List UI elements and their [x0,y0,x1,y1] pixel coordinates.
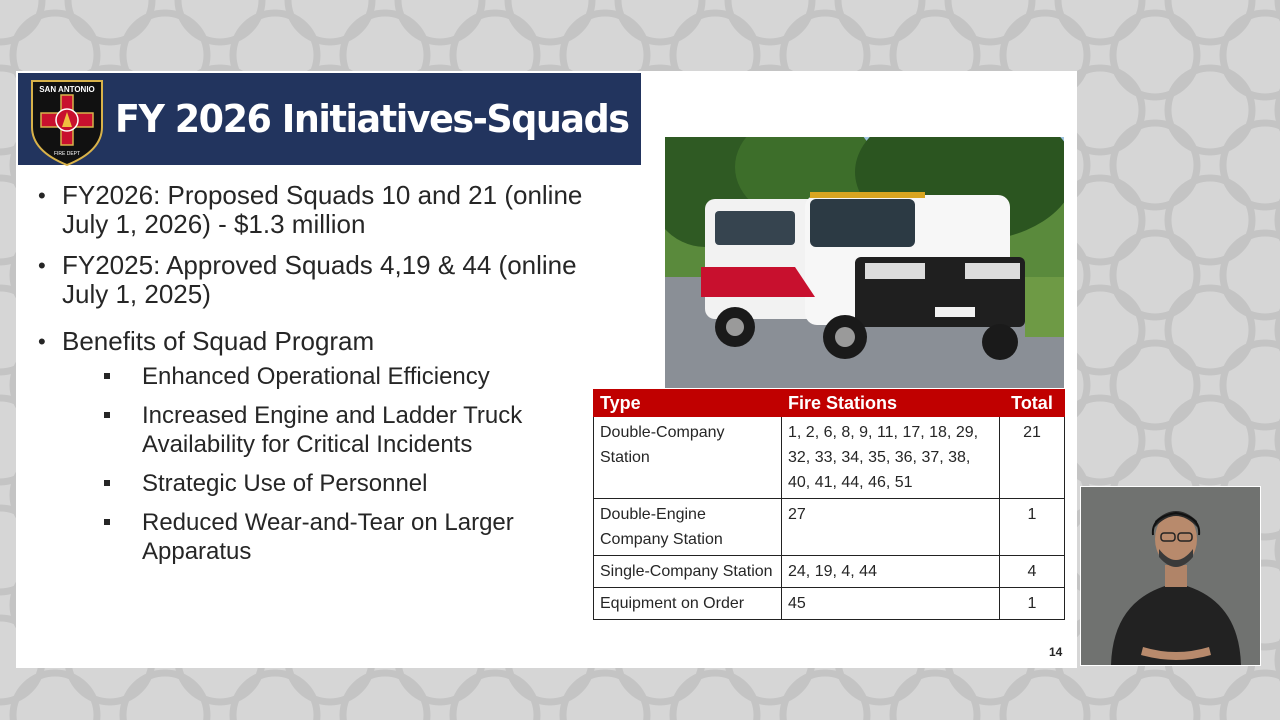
column-header-fire-stations: Fire Stations [782,390,1000,417]
type-cell: Double-Company Station [594,417,782,499]
benefit-text: Reduced Wear-and-Tear on Larger Apparatus [142,509,514,565]
svg-text:SAN ANTONIO: SAN ANTONIO [39,85,95,94]
stations-cell: 24, 19, 4, 44 [782,556,1000,588]
bullet-item [36,251,596,309]
type-cell: Double-Engine Company Station [594,499,782,556]
stations-cell: 45 [782,588,1000,620]
bullet-dot-icon: • [38,183,46,208]
fire-department-logo [28,75,106,167]
bullet-text: FY2026: Proposed Squads 10 and 21 (online July 1, 2026) - $1.3 million [62,180,583,239]
stations-cell: 27 [782,499,1000,556]
page-number: 14 [1049,645,1063,659]
presentation-slide [16,71,1077,668]
sign-language-interpreter-video [1080,486,1261,666]
table-row [594,588,1065,620]
benefit-text: Increased Engine and Ladder Truck Availability for Critical Incidents [142,402,523,458]
square-bullet-icon [104,412,110,418]
svg-text:FIRE DEPT: FIRE DEPT [53,151,81,157]
total-cell: 1 [1000,499,1065,556]
squad-truck-photo [665,137,1064,388]
benefit-item [62,508,596,566]
bullet-text: FY2025: Approved Squads 4,19 & 44 (online July 1, 2025) [62,250,577,309]
square-bullet-icon [104,519,110,525]
benefit-item [62,469,596,498]
table-row [594,417,1065,499]
fire-stations-table [593,389,1065,620]
slide-title: FY 2026 Initiatives-Squads [115,97,629,141]
square-bullet-icon [104,480,110,486]
title-bar [18,73,641,165]
total-cell: 21 [1000,417,1065,499]
stations-cell: 1, 2, 6, 8, 9, 11, 17, 18, 29, 32, 33, 34, 35, 36, 37, 38, 40, 41, 44, 46, 51 [782,417,1000,499]
column-header-total: Total [1000,390,1065,417]
benefit-text: Enhanced Operational Efficiency [142,363,490,390]
total-cell: 1 [1000,588,1065,620]
column-header-type: Type [594,390,782,417]
benefit-text: Strategic Use of Personnel [142,470,428,497]
square-bullet-icon [104,373,110,379]
benefit-item [62,362,596,391]
bullet-item [36,327,596,566]
benefits-list [62,362,596,566]
bullet-text: Benefits of Squad Program [62,326,375,356]
bullet-dot-icon: • [38,253,46,278]
bullet-item [36,181,596,239]
type-cell: Equipment on Order [594,588,782,620]
type-cell: Single-Company Station [594,556,782,588]
total-cell: 4 [1000,556,1065,588]
table-row [594,556,1065,588]
table-header-row [594,390,1065,417]
benefit-item [62,401,596,459]
bullet-list [36,181,596,576]
table-row [594,499,1065,556]
bullet-dot-icon: • [38,329,46,354]
